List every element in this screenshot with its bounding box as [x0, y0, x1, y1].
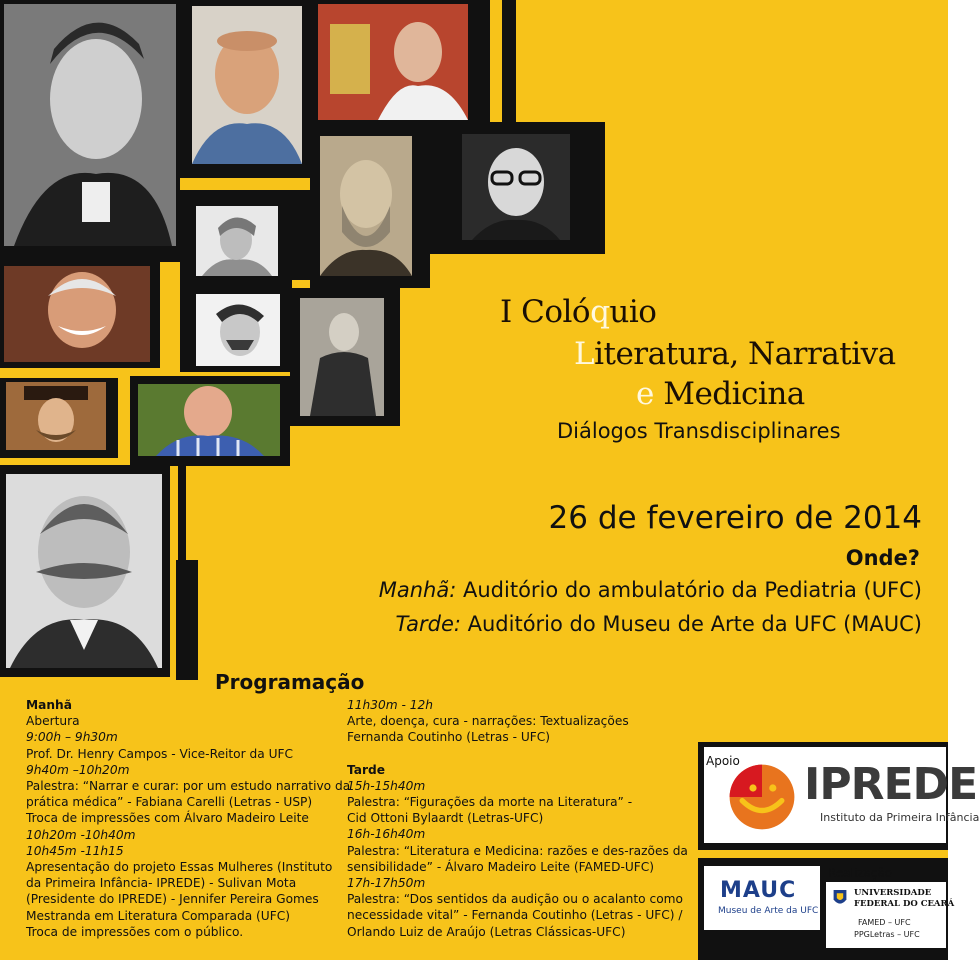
mauc-subtitle: Museu de Arte da UFC: [718, 906, 819, 916]
event-date: 26 de fevereiro de 2014: [548, 500, 922, 536]
iprede-subtitle: Instituto da Primeira Infância: [820, 811, 979, 824]
portrait-photo: [138, 384, 280, 456]
venue-afternoon: Tarde: Auditório do Museu de Arte da UFC (MAUC): [395, 612, 922, 636]
portrait-photo: [196, 206, 278, 276]
program-line: Troca de impressões com o público.: [26, 924, 244, 939]
program-line: Tarde: [347, 762, 385, 777]
mauc-logo-box: [704, 866, 820, 930]
program-line: (Presidente do IPREDE) - Jennifer Pereira Gomes: [26, 892, 319, 907]
program-line: 11h30m - 12h: [347, 698, 433, 712]
ufc-unit: FAMED – UFC: [858, 918, 911, 927]
portrait-photo: [300, 298, 384, 416]
program-line: Troca de impressões com Álvaro Madeiro Leite: [26, 811, 309, 826]
program-heading: Programação: [215, 670, 365, 694]
program-line: Abertura: [26, 714, 80, 729]
event-title-line-2: Literatura, Narrativa: [574, 336, 896, 372]
portrait-photo: [4, 266, 150, 362]
portrait-photo: [320, 136, 412, 276]
portrait-photo: [196, 294, 280, 366]
program-line: prática médica” - Fabiana Carelli (Letras - USP): [26, 795, 313, 810]
ufc-name-line-1: UNIVERSIDADE: [854, 888, 932, 898]
support-label: Apoio: [706, 754, 740, 768]
program-line: Manhã: [26, 698, 72, 712]
ufc-logo-box: [826, 882, 955, 948]
mauc-name: MAUC: [720, 878, 797, 903]
program-line: Cid Ottoni Bylaardt (Letras-UFC): [347, 811, 544, 826]
program-line: Mestranda em Literatura Comparada (UFC): [26, 908, 291, 923]
program-line: 15h-15h40m: [347, 778, 426, 793]
program-right-column: [347, 697, 688, 940]
event-title-line-1: I Colóquio: [500, 294, 657, 330]
program-line: 9h40m –10h20m: [26, 762, 130, 777]
ufc-name-line-2: FEDERAL DO CEARÁ: [854, 899, 955, 909]
venue-morning: Manhã: Auditório do ambulatório da Pediatria (UFC): [378, 578, 922, 602]
iprede-logo-box: [704, 747, 979, 843]
program-line: Palestra: “Narrar e curar: por um estudo narrativo da: [26, 779, 351, 794]
portrait-photo: [462, 134, 570, 240]
program-line: da Primeira Infância- IPREDE) - Sulivan Mota: [26, 876, 297, 891]
program-line: Fernanda Coutinho (Letras - UFC): [347, 730, 551, 745]
event-subtitle: Diálogos Transdisciplinares: [557, 419, 841, 443]
sponsor-divider: [698, 850, 948, 858]
collage-frame: [502, 0, 516, 128]
collage-frame: [478, 0, 490, 128]
program-line: Palestra: “Figurações da morte na Literatura” -: [347, 795, 633, 810]
program-line: Apresentação do projeto Essas Mulheres (Instituto: [26, 860, 333, 875]
ufc-crest-icon: [832, 888, 848, 908]
program-line: necessidade vital” - Fernanda Coutinho (Letras - UFC) /: [347, 908, 683, 923]
program-left-column: [26, 697, 350, 940]
program-line: Prof. Dr. Henry Campos - Vice-Reitor da UFC: [26, 746, 294, 761]
program-line: 16h-16h40m: [347, 827, 426, 842]
portrait-photo: [6, 474, 162, 668]
collage-frame: [176, 560, 198, 680]
program-line: [347, 746, 688, 762]
ufc-unit: PPGLetras – UFC: [854, 930, 920, 939]
iprede-smile-icon: [724, 761, 800, 833]
portrait-photo: [6, 382, 106, 450]
realization-label: Realização: [828, 866, 893, 880]
event-title-line-3: e Medicina: [636, 376, 805, 412]
portrait-photo: [318, 4, 468, 120]
where-label: Onde?: [845, 546, 920, 570]
program-line: Arte, doença, cura - narrações: Textualizações: [347, 714, 629, 729]
program-line: 17h-17h50m: [347, 876, 426, 891]
program-line: Palestra: “Dos sentidos da audição ou o acalanto como: [347, 892, 683, 907]
iprede-name: IPREDE: [804, 759, 978, 810]
portrait-photo: [192, 6, 302, 164]
program-line: 9:00h – 9h30m: [26, 730, 118, 745]
portrait-photo: [4, 4, 176, 246]
program-line: Orlando Luiz de Araújo (Letras Clássicas-UFC): [347, 924, 626, 939]
program-line: Palestra: “Literatura e Medicina: razões e des-razões da: [347, 843, 688, 858]
program-line: sensibilidade” - Álvaro Madeiro Leite (FAMED-UFC): [347, 859, 655, 874]
program-line: 10h45m -11h15: [26, 843, 124, 858]
program-line: 10h20m -10h40m: [26, 827, 136, 842]
